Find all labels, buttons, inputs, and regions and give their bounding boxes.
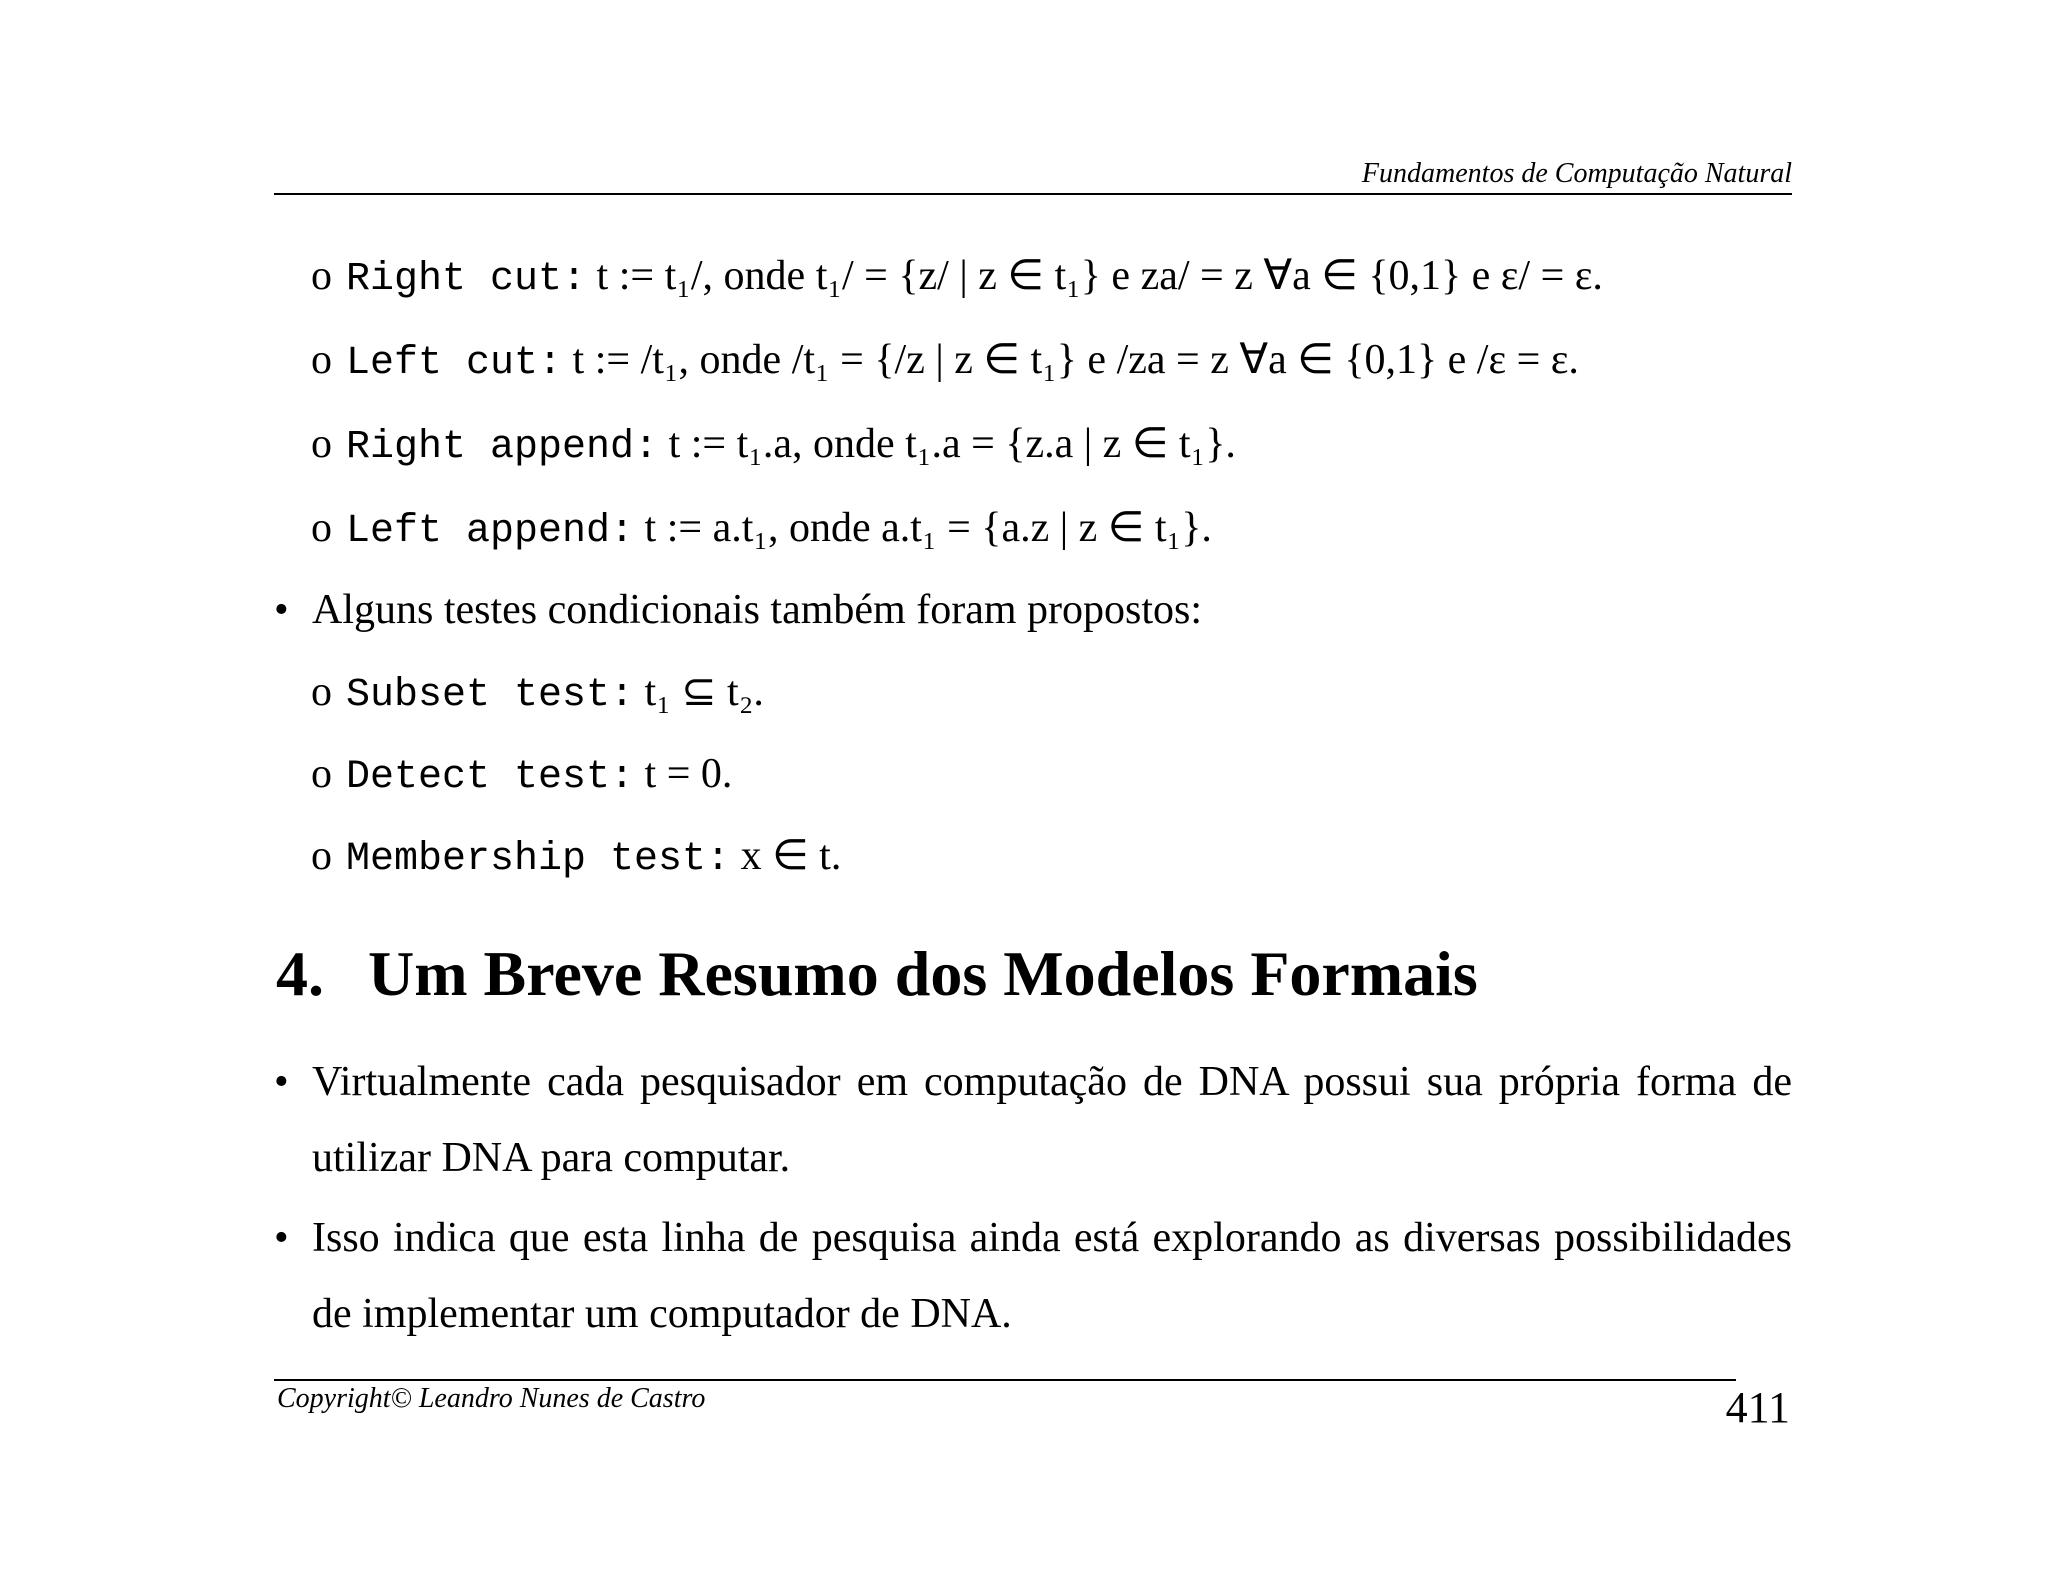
op-formula: t := a.t₁, onde a.t₁ = {a.z | z ∈ t₁}. — [634, 505, 1212, 551]
op-formula: t := t₁.a, onde t₁.a = {z.a | z ∈ t₁}. — [658, 421, 1236, 467]
page-number: 411 — [1725, 1383, 1790, 1432]
test-label: Membership test: — [346, 837, 731, 882]
sub-bullet: o — [311, 751, 332, 797]
footer-copyright: Copyright© Leandro Nunes de Castro — [277, 1383, 706, 1414]
sub-bullet: o — [311, 833, 332, 879]
sub-bullet: o — [311, 669, 332, 715]
running-header: Fundamentos de Computação Natural — [1361, 158, 1792, 189]
test-label: Subset test: — [346, 673, 635, 718]
test-item-membership — [311, 830, 841, 886]
bullet: • — [274, 587, 289, 633]
section-heading — [276, 936, 1478, 1012]
op-label: Right append: — [346, 425, 659, 470]
paragraph-item — [274, 1044, 1792, 1196]
test-item-subset — [311, 666, 764, 722]
op-item-left-cut — [311, 334, 1579, 390]
sub-bullet: o — [311, 505, 332, 551]
bullet: • — [274, 1059, 289, 1105]
op-item-right-cut — [311, 250, 1603, 306]
test-formula: t = 0. — [634, 751, 733, 797]
sub-bullet: o — [311, 337, 332, 383]
section-number: 4. — [276, 938, 324, 1009]
test-formula: t₁ ⊆ t₂. — [634, 669, 764, 715]
test-item-detect — [311, 748, 732, 804]
tests-intro-text: Alguns testes condicionais também foram propostos: — [312, 587, 1203, 633]
header-rule — [274, 193, 1792, 195]
paragraph-item — [274, 1200, 1792, 1352]
op-item-right-append — [311, 418, 1236, 474]
op-label: Left append: — [346, 509, 635, 554]
op-item-left-append — [311, 502, 1212, 558]
op-formula: t := t₁/, onde t₁/ = {z/ | z ∈ t₁} e za/ = z ∀a ∈ {0,1} e ε/ = ε. — [586, 253, 1603, 299]
op-label: Right cut: — [346, 257, 587, 302]
sub-bullet: o — [311, 253, 332, 299]
footer-rule — [274, 1379, 1736, 1381]
sub-bullet: o — [311, 421, 332, 467]
test-formula: x ∈ t. — [730, 833, 842, 879]
test-label: Detect test: — [346, 755, 635, 800]
op-label: Left cut: — [346, 341, 563, 386]
tests-intro-item — [274, 584, 1202, 636]
op-formula: t := /t₁, onde /t₁ = {/z | z ∈ t₁} e /za = z ∀a ∈ {0,1} e /ε = ε. — [562, 337, 1579, 383]
paragraph-text: Isso indica que esta linha de pesquisa ainda está explorando as diversas possibilidades de implementar um computador de DNA. — [312, 1215, 1792, 1337]
paragraph-text: Virtualmente cada pesquisador em computação de DNA possui sua própria forma de utilizar DNA para computar. — [312, 1059, 1792, 1181]
section-title: Um Breve Resumo dos Modelos Formais — [368, 938, 1478, 1009]
bullet: • — [274, 1215, 289, 1261]
